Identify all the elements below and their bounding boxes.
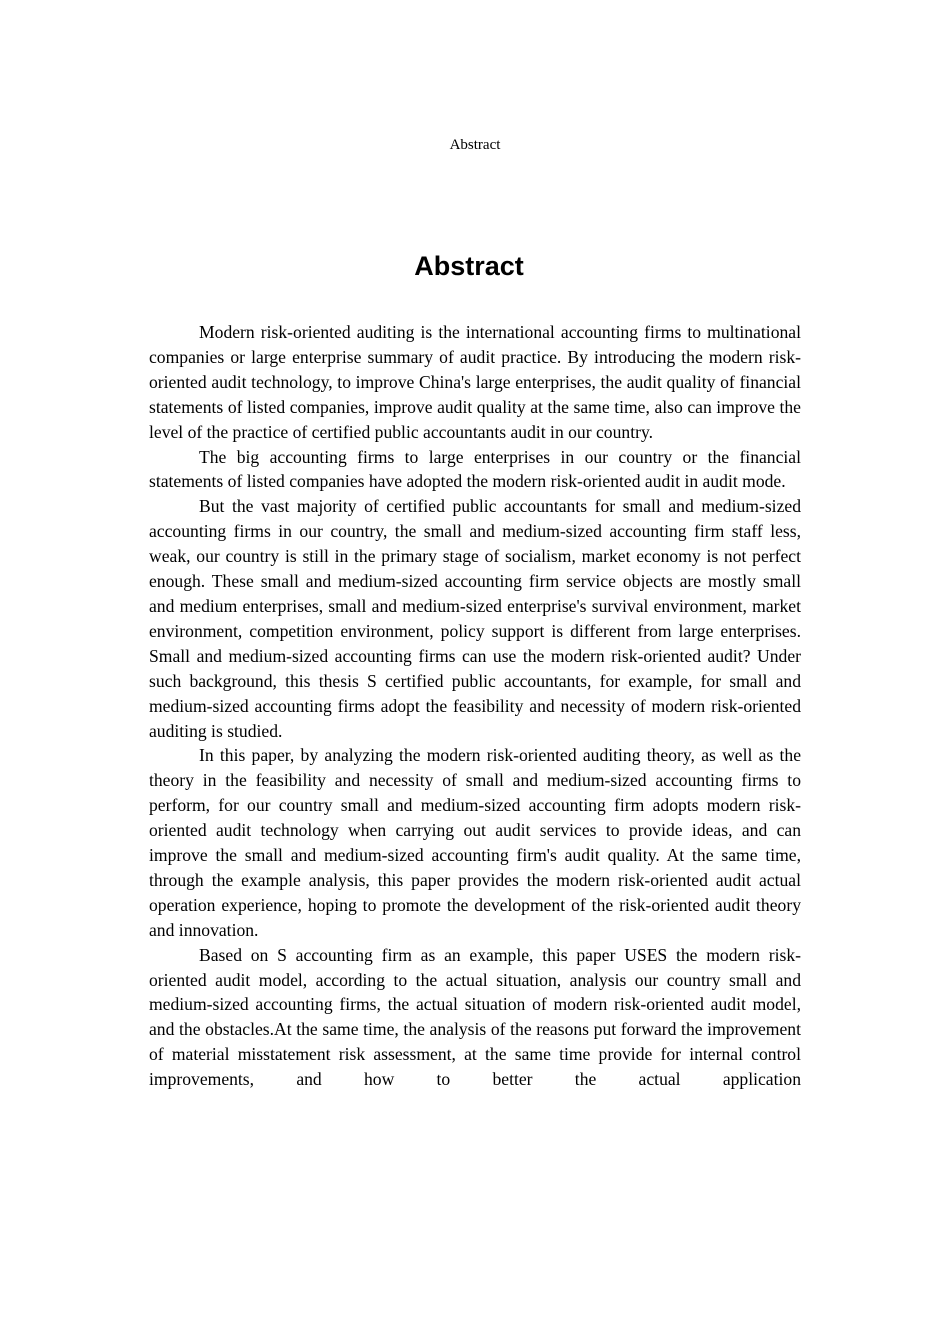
paragraph: In this paper, by analyzing the modern risk-oriented auditing theory, as well as the theory in the feasibility and necessity of small and medium-sized accounting firms to perform, for our country small and medium-sized accounting firm adopts modern risk-oriented audit technology when carrying out audit services to provide ideas, and can improve the small and medium-sized accounting firm's audit quality. At the same time, through the example analysis, this paper provides the modern risk-oriented audit actual operation experience, hoping to promote the development of the risk-oriented audit theory and innovation. — [149, 745, 801, 940]
paragraph: But the vast majority of certified public accountants for small and medium-sized accounting firms in our country, the small and medium-sized accounting firm staff less, weak, our country is still in the primary stage of socialism, market economy is not perfect enough. These small and medium-sized accounting firm service objects are mostly small and medium enterprises, small and medium-sized enterprise's survival environment, market environment, competition environment, policy support is different from large enterprises. Small and medium-sized accounting firms can use the modern risk-oriented audit? Under such background, this thesis S certified public accountants, for example, for small and medium-sized accounting firms adopt the feasibility and necessity of modern risk-oriented auditing is studied. — [149, 496, 801, 741]
page-title: Abstract — [414, 251, 524, 281]
running-header: Abstract — [449, 137, 501, 153]
paragraph: Based on S accounting firm as an example, this paper USES the modern risk-oriented audit model, according to the actual situation, analysis our country small and medium-sized accounting firms, the actual situation of modern risk-oriented audit model, and the obstacles.At the same time, the analysis of the reasons put forward the improvement of material misstatement risk assessment, at the same time provide for internal control improvements, and how to better the actual application — [149, 944, 801, 1090]
paragraph: The big accounting firms to large enterprises in our country or the financial statements of listed companies have adopted the modern risk-oriented audit in audit mode. — [149, 446, 801, 492]
abstract-body — [149, 320, 801, 1092]
paragraph: Modern risk-oriented auditing is the international accounting firms to multinational companies or large enterprise summary of audit practice. By introducing the modern risk-oriented audit technology, to improve China's large enterprises, the audit quality of financial statements of listed companies, improve audit quality at the same time, also can improve the level of the practice of certified public accountants audit in our country. — [149, 322, 801, 442]
